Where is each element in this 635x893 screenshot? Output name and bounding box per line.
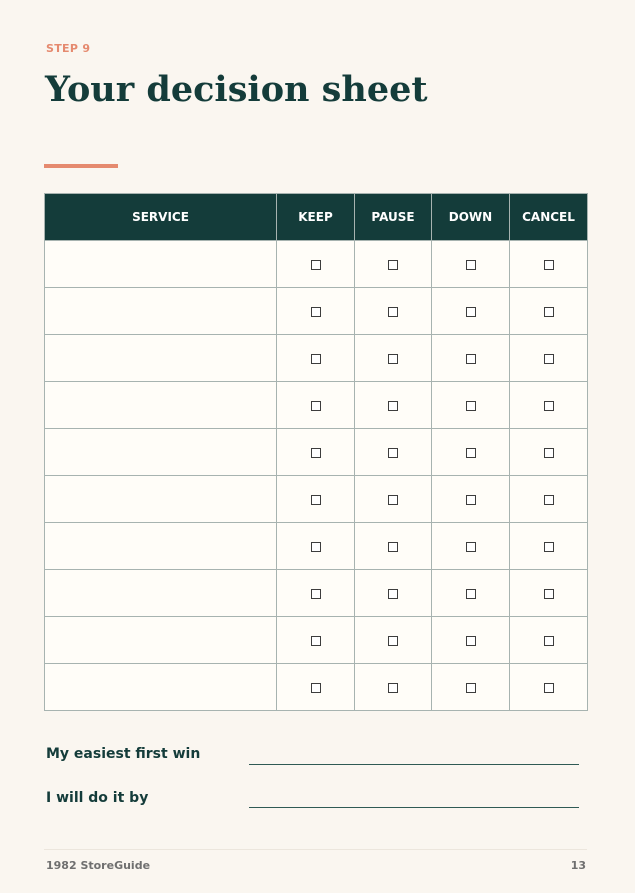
pause-checkbox[interactable] [388, 589, 398, 599]
service-cell[interactable] [45, 476, 277, 523]
table-row [45, 523, 588, 570]
keep-cell [277, 570, 355, 617]
keep-cell [277, 617, 355, 664]
column-header-pause: PAUSE [355, 194, 432, 241]
column-header-service: SERVICE [45, 194, 277, 241]
pause-checkbox[interactable] [388, 307, 398, 317]
table-row [45, 664, 588, 711]
keep-checkbox[interactable] [311, 401, 321, 411]
down-checkbox[interactable] [466, 495, 476, 505]
keep-cell [277, 476, 355, 523]
down-checkbox[interactable] [466, 401, 476, 411]
decision-table [44, 193, 588, 711]
cancel-cell [510, 241, 588, 288]
down-cell [432, 476, 510, 523]
pause-checkbox[interactable] [388, 542, 398, 552]
down-cell [432, 335, 510, 382]
cancel-cell [510, 523, 588, 570]
service-cell[interactable] [45, 617, 277, 664]
table-row [45, 288, 588, 335]
column-header-cancel: CANCEL [510, 194, 588, 241]
page-number: 13 [570, 859, 586, 872]
pause-cell [355, 335, 432, 382]
down-cell [432, 570, 510, 617]
down-checkbox[interactable] [466, 683, 476, 693]
pause-cell [355, 476, 432, 523]
cancel-checkbox[interactable] [544, 307, 554, 317]
down-cell [432, 664, 510, 711]
pause-checkbox[interactable] [388, 260, 398, 270]
pause-checkbox[interactable] [388, 448, 398, 458]
cancel-checkbox[interactable] [544, 683, 554, 693]
table-row [45, 476, 588, 523]
first-win-label: My easiest first win [46, 746, 201, 762]
cancel-cell [510, 617, 588, 664]
service-cell[interactable] [45, 664, 277, 711]
keep-checkbox[interactable] [311, 589, 321, 599]
table-row [45, 382, 588, 429]
down-checkbox[interactable] [466, 307, 476, 317]
cancel-checkbox[interactable] [544, 448, 554, 458]
keep-checkbox[interactable] [311, 448, 321, 458]
cancel-cell [510, 429, 588, 476]
first-win-line[interactable] [249, 764, 579, 765]
table-body [45, 241, 588, 711]
down-checkbox[interactable] [466, 542, 476, 552]
pause-cell [355, 617, 432, 664]
cancel-checkbox[interactable] [544, 636, 554, 646]
keep-checkbox[interactable] [311, 495, 321, 505]
pause-cell [355, 523, 432, 570]
table-row [45, 570, 588, 617]
cancel-cell [510, 382, 588, 429]
cancel-cell [510, 335, 588, 382]
down-cell [432, 523, 510, 570]
keep-checkbox[interactable] [311, 636, 321, 646]
pause-cell [355, 382, 432, 429]
keep-cell [277, 664, 355, 711]
keep-cell [277, 288, 355, 335]
cancel-cell [510, 570, 588, 617]
keep-cell [277, 241, 355, 288]
down-cell [432, 429, 510, 476]
cancel-cell [510, 664, 588, 711]
service-cell[interactable] [45, 288, 277, 335]
pause-checkbox[interactable] [388, 636, 398, 646]
table-row [45, 241, 588, 288]
pause-cell [355, 241, 432, 288]
footer-divider [44, 849, 587, 850]
table-row [45, 335, 588, 382]
pause-cell [355, 664, 432, 711]
do-it-by-label: I will do it by [46, 790, 149, 806]
table-row [45, 617, 588, 664]
footer-brand: 1982 StoreGuide [46, 859, 151, 872]
column-header-keep: KEEP [277, 194, 355, 241]
pause-checkbox[interactable] [388, 683, 398, 693]
keep-checkbox[interactable] [311, 354, 321, 364]
service-cell[interactable] [45, 241, 277, 288]
accent-rule [44, 164, 118, 168]
cancel-checkbox[interactable] [544, 260, 554, 270]
pause-cell [355, 429, 432, 476]
pause-cell [355, 570, 432, 617]
keep-checkbox[interactable] [311, 683, 321, 693]
do-it-by-line[interactable] [249, 807, 579, 808]
step-label: STEP 9 [46, 42, 91, 55]
service-cell[interactable] [45, 335, 277, 382]
pause-checkbox[interactable] [388, 354, 398, 364]
down-checkbox[interactable] [466, 260, 476, 270]
service-cell[interactable] [45, 570, 277, 617]
pause-cell [355, 288, 432, 335]
down-cell [432, 617, 510, 664]
service-cell[interactable] [45, 523, 277, 570]
cancel-checkbox[interactable] [544, 542, 554, 552]
keep-cell [277, 335, 355, 382]
table-row [45, 429, 588, 476]
keep-checkbox[interactable] [311, 307, 321, 317]
down-checkbox[interactable] [466, 589, 476, 599]
cancel-cell [510, 288, 588, 335]
column-header-down: DOWN [432, 194, 510, 241]
cancel-checkbox[interactable] [544, 354, 554, 364]
keep-cell [277, 523, 355, 570]
keep-cell [277, 429, 355, 476]
down-checkbox[interactable] [466, 354, 476, 364]
page-title: Your decision sheet [45, 69, 428, 110]
keep-checkbox[interactable] [311, 542, 321, 552]
down-checkbox[interactable] [466, 636, 476, 646]
down-cell [432, 288, 510, 335]
keep-checkbox[interactable] [311, 260, 321, 270]
cancel-checkbox[interactable] [544, 401, 554, 411]
table-header-row [45, 194, 588, 241]
pause-checkbox[interactable] [388, 401, 398, 411]
service-cell[interactable] [45, 382, 277, 429]
cancel-checkbox[interactable] [544, 589, 554, 599]
keep-cell [277, 382, 355, 429]
service-cell[interactable] [45, 429, 277, 476]
cancel-cell [510, 476, 588, 523]
down-cell [432, 241, 510, 288]
pause-checkbox[interactable] [388, 495, 398, 505]
down-cell [432, 382, 510, 429]
cancel-checkbox[interactable] [544, 495, 554, 505]
down-checkbox[interactable] [466, 448, 476, 458]
